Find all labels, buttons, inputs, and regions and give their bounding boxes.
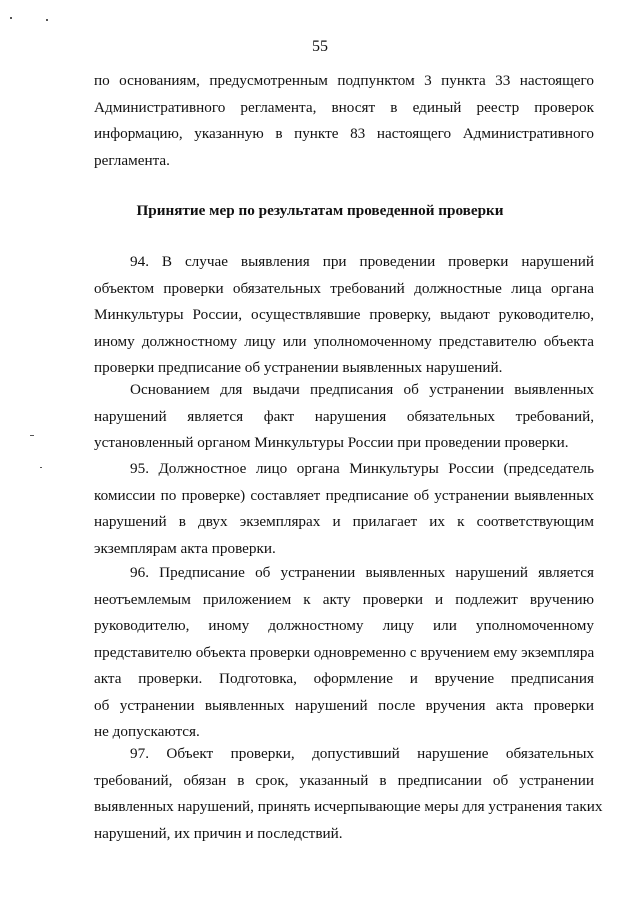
text-line: акта проверки. Подготовка, оформление и вручение предписания [94,670,594,687]
text-line: требований, обязан в срок, указанный в предписании об устранении [94,771,594,789]
text-line: регламента. [94,151,170,169]
paragraph-94 [94,249,594,382]
text-line: нарушений, их причин и последствий. [94,824,343,842]
text-line: 96. Предписание об устранении выявленных нарушений является [130,564,594,581]
text-line: 97. Объект проверки, допустивший нарушение обязательных [130,745,594,762]
text-line: иному должностному лицу или уполномоченному представителю объекта [94,332,594,350]
text-line: руководителю, иному должностному лицу или уполномоченному [94,617,594,634]
text-line: Административного регламента, вносят в единый реестр проверок [94,98,594,116]
text-line: нарушений в двух экземплярах и прилагает их к соответствующим [94,513,594,530]
text-line: нарушений является факт нарушения обязательных требований, [94,407,594,425]
text-line: Минкультуры России, осуществлявшие проверку, выдают руководителю, [94,306,594,323]
paragraph-continuation [94,68,594,174]
text-line: 95. Должностное лицо органа Минкультуры России (председатель [130,460,594,477]
text-line: по основаниям, предусмотренным подпунктом 3 пункта 33 настоящего [94,72,594,89]
scan-speck [46,19,48,21]
text-line: информацию, указанную в пункте 83 настоящего Административного [94,125,594,142]
paragraph-basis [94,377,594,457]
text-line: установленный органом Минкультуры России при проведении проверки. [94,434,569,451]
scan-speck [30,435,34,436]
text-line: объектом проверки обязательных требований должностные лица органа [94,279,594,297]
text-line: проверки предписание об устранении выявленных нарушений. [94,359,503,376]
page-number: 55 [312,38,328,55]
paragraph-97 [94,741,603,847]
text-line: не допускаются. [94,723,200,740]
text-line: комиссии по проверке) составляет предписание об устранении выявленных [94,486,594,504]
text-line: представителю объекта проверки одновременно с вручением ему экземпляра [94,643,595,661]
text-line: 94. В случае выявления при проведении проверки нарушений [130,253,594,270]
section-heading: Принятие мер по результатам проведенной проверки [136,202,504,219]
text-line: выявленных нарушений, принять исчерпывающие меры для устранения таких [94,798,603,815]
paragraph-96 [94,560,594,746]
paragraph-95 [94,456,594,562]
text-line: экземплярам акта проверки. [94,539,276,557]
scan-speck [10,17,12,19]
text-line: Основанием для выдачи предписания об устранении выявленных [130,381,594,398]
text-line: неотъемлемым приложением к акту проверки и подлежит вручению [94,590,594,608]
scan-speck [40,467,42,468]
text-line: об устранении выявленных нарушений после вручения акта проверки [94,696,594,714]
